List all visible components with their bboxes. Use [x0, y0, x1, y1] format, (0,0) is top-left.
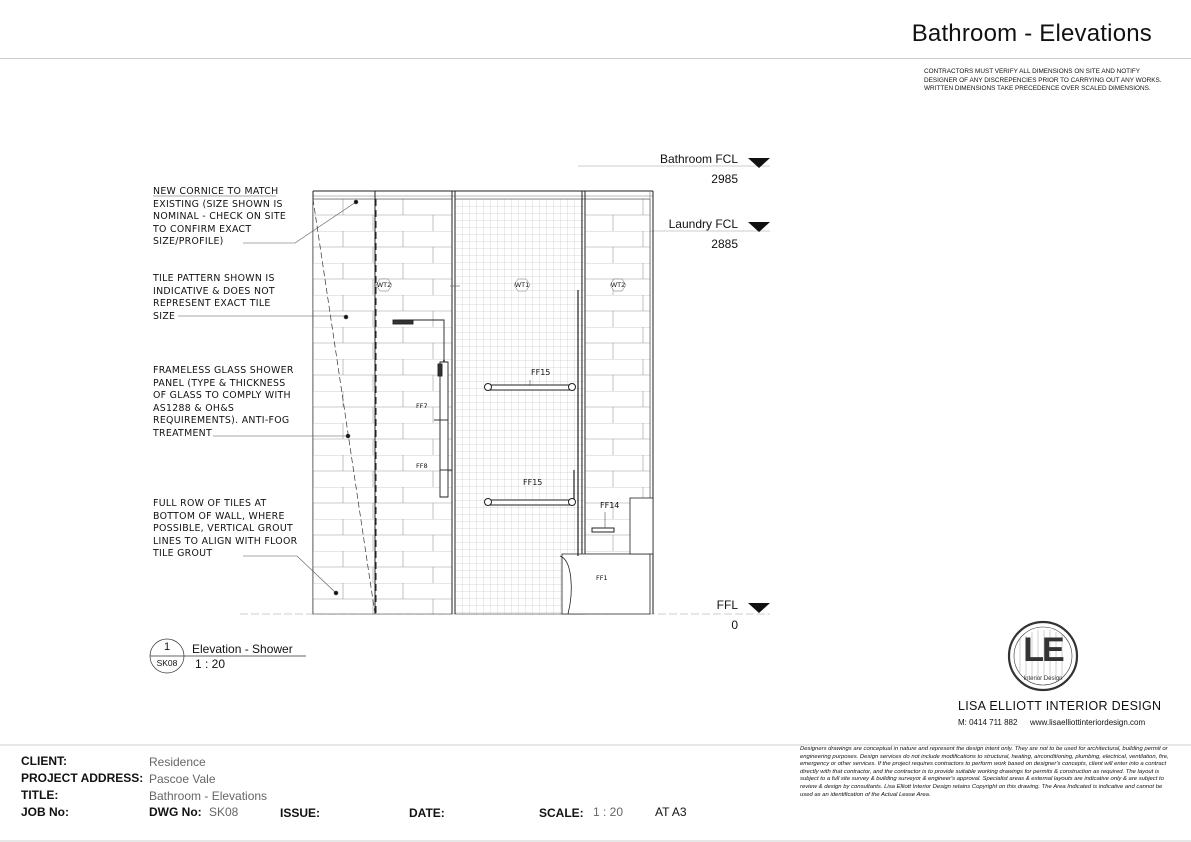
logo-subtitle: Interior Design — [1023, 676, 1063, 682]
title-label: TITLE: — [21, 788, 59, 802]
tag-ff7: FF7 — [416, 402, 428, 410]
level-marker-laundry — [748, 222, 770, 232]
level-bathroom-fcl-label: Bathroom FCL — [659, 152, 738, 166]
tag-ff1: FF1 — [596, 574, 608, 582]
mosaic-tiles — [455, 199, 585, 614]
client-label: CLIENT: — [21, 754, 67, 768]
note-glass-panel: FRAMELESS GLASS SHOWER PANEL (TYPE & THICKNESS OF GLASS TO COMPLY WITH AS1288 & OH&S REQUIREMENTS). ANTI-FOG TREATMENT — [153, 365, 294, 439]
address-label: PROJECT ADDRESS: — [21, 771, 144, 785]
view-scale: 1 : 20 — [195, 657, 226, 671]
client-value: Residence — [149, 755, 206, 769]
level-ffl-value: 0 — [731, 618, 738, 632]
page-title: Bathroom - Elevations — [911, 20, 1152, 47]
address-value: Pascoe Vale — [149, 772, 216, 786]
company-website: www.lisaelliottinteriordesign.com — [1030, 718, 1146, 727]
logo-mark: LE — [1023, 631, 1063, 669]
dwg-value: SK08 — [209, 805, 239, 819]
note-tile-pattern: TILE PATTERN SHOWN IS INDICATIVE & DOES NOT REPRESENT EXACT TILE SIZE — [153, 273, 275, 322]
note-full-row-tiles: FULL ROW OF TILES AT BOTTOM OF WALL, WHERE POSSIBLE, VERTICAL GROUT LINES TO ALIGN WITH FLOOR TILE GROUT — [153, 498, 298, 560]
level-marker-ffl — [748, 603, 770, 613]
level-laundry-fcl-value: 2885 — [711, 237, 738, 251]
tag-ff8: FF8 — [416, 462, 428, 470]
level-laundry-fcl-label: Laundry FCL — [668, 217, 738, 231]
tag-wt2-right: WT2 — [610, 281, 626, 289]
title-value: Bathroom - Elevations — [149, 789, 268, 803]
tag-ff15-bottom: FF15 — [523, 478, 543, 487]
note-cornice: NEW CORNICE TO MATCH EXISTING (SIZE SHOWN IS NOMINAL - CHECK ON SITE TO CONFIRM EXACT SIZE/PROFILE) — [153, 186, 287, 248]
contractor-disclaimer: CONTRACTORS MUST VERIFY ALL DIMENSIONS ON SITE AND NOTIFY DESIGNER OF ANY DISCREPENCIES PRIOR TO CARRYING OUT ANY WORKS. WRITTEN DIMENSIONS TAKE PRECEDENCE OVER SCALED DIMENSIONS. — [924, 68, 1162, 93]
legal-disclaimer: Designers drawings are conceptual in nature and represent the design intent only. They are not to be used for architectural, building permit or engineering purposes. Design services do not include modifications to structural, heating, airconditioning, plumbing, electrical, ventilation, fire, emergency or other services. If the project requires contractors to perform work based on designer's concepts, client will enter into a contract directly with that contractor, and the contractor is to provide suitable working drawings for permits & construction as required. The layout is subject to a full site survey & building surveyor & engineer's approval. Specialist areas & external layouts are indicative only & are subject to review & design by consultants. Lisa Elliott Interior Design retains Copyright on this drawing. The Area Indicated is indicative and cannot be used as an identification of the Actual Lease Area. — [800, 746, 1169, 798]
scale-label: SCALE: — [539, 806, 584, 820]
tag-ff14: FF14 — [600, 501, 620, 510]
date-label: DATE: — [409, 806, 445, 820]
tag-ff15-top: FF15 — [531, 368, 551, 377]
tag-wt2-left: WT2 — [376, 281, 392, 289]
scale-value: 1 : 20 — [593, 805, 624, 819]
company-phone: M: 0414 711 882 — [958, 718, 1018, 727]
level-ffl-label: FFL — [716, 598, 738, 612]
issue-label: ISSUE: — [280, 806, 321, 820]
paper-size: AT A3 — [655, 805, 687, 819]
company-name: LISA ELLIOTT INTERIOR DESIGN — [958, 699, 1162, 713]
level-marker-bathroom — [748, 158, 770, 168]
view-name: Elevation - Shower — [192, 642, 293, 656]
dwg-label: DWG No: — [149, 805, 202, 819]
view-sheet: SK08 — [156, 658, 178, 668]
job-label: JOB No: — [21, 805, 69, 819]
view-number: 1 — [163, 641, 171, 653]
tag-wt1: WT1 — [514, 281, 530, 289]
wall-tiles-left — [313, 199, 452, 614]
level-bathroom-fcl-value: 2985 — [711, 172, 738, 186]
